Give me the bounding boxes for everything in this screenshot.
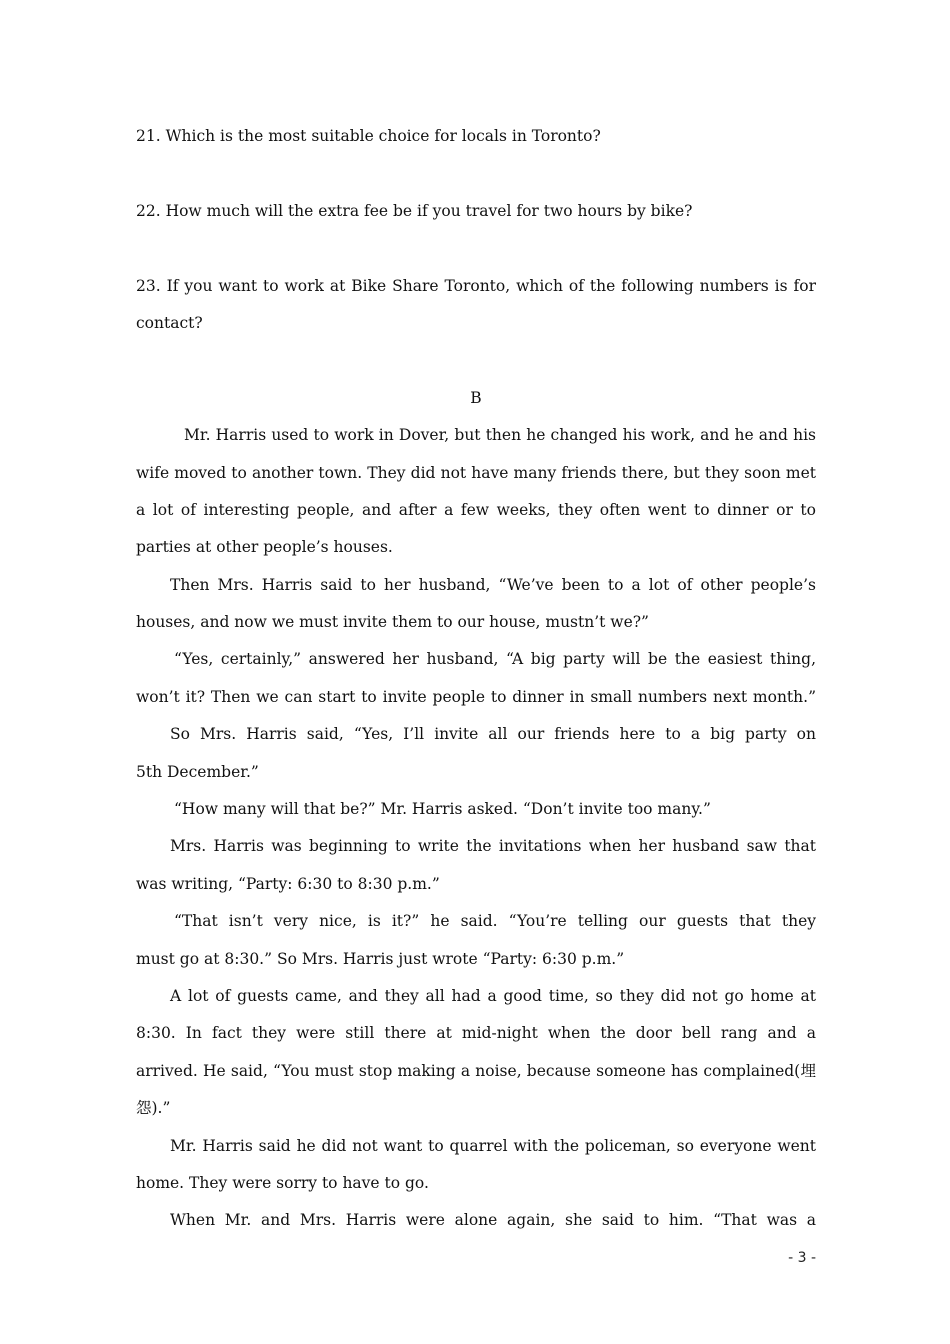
page-number: - 3 -	[788, 1250, 816, 1266]
passage-line: Mr. Harris said he did not want to quarrel with the policeman, so everyone went	[170, 1136, 816, 1155]
question-22-options	[136, 230, 816, 267]
passage-line: wife moved to another town. They did not have many friends there, but they soon met	[136, 463, 816, 482]
passage-line: When Mr. and Mrs. Harris were alone again, she said to him. “That was a	[170, 1211, 816, 1230]
passage-line: 怨).”	[136, 1099, 171, 1118]
passage-line: Mr. Harris used to work in Dover, but then he changed his work, and he and his	[184, 426, 816, 445]
question-22-stem: 22. How much will the extra fee be if you travel for two hours by bike?	[136, 201, 693, 220]
passage-line: “How many will that be?” Mr. Harris asked. “Don’t invite too many.”	[174, 800, 711, 819]
passage-line: a lot of interesting people, and after a few weeks, they often went to dinner or to	[136, 500, 816, 519]
question-23-stem-line1: 23. If you want to work at Bike Share Toronto, which of the following numbers is for	[136, 276, 816, 295]
passage-line: houses, and now we must invite them to our house, mustn’t we?”	[136, 613, 649, 632]
passage-line: “That isn’t very nice, is it?” he said. “You’re telling our guests that they	[174, 912, 816, 931]
passage-line: must go at 8:30.” So Mrs. Harris just wrote “Party: 6:30 p.m.”	[136, 949, 625, 968]
passage-line: won’t it? Then we can start to invite people to dinner in small numbers next month.”	[136, 687, 816, 706]
passage-line: “Yes, certainly,” answered her husband, “A big party will be the easiest thing,	[174, 650, 816, 669]
passage-line: A lot of guests came, and they all had a good time, so they did not go home at	[170, 986, 816, 1005]
passage-line: 5th December.”	[136, 762, 259, 781]
question-23-stem-line2: contact?	[136, 313, 203, 332]
passage-line: arrived. He said, “You must stop making a noise, because someone has complained(埋	[136, 1061, 816, 1080]
passage-line: home. They were sorry to have to go.	[136, 1173, 429, 1192]
question-23-options	[136, 342, 816, 379]
question-21-options	[136, 155, 816, 192]
passage-line: So Mrs. Harris said, “Yes, I’ll invite all our friends here to a big party on	[170, 725, 816, 744]
section-label: B	[470, 388, 482, 407]
passage-line: 8:30. In fact they were still there at mid-night when the door bell rang and a	[136, 1024, 816, 1043]
passage-line: Mrs. Harris was beginning to write the invitations when her husband saw that	[170, 837, 816, 856]
passage-line: was writing, “Party: 6:30 to 8:30 p.m.”	[136, 874, 440, 893]
document-page	[136, 118, 816, 1240]
passage-line: parties at other people’s houses.	[136, 538, 393, 557]
question-21-stem: 21. Which is the most suitable choice for locals in Toronto?	[136, 127, 601, 145]
passage-line: Then Mrs. Harris said to her husband, “We’ve been to a lot of other people’s	[170, 575, 816, 594]
